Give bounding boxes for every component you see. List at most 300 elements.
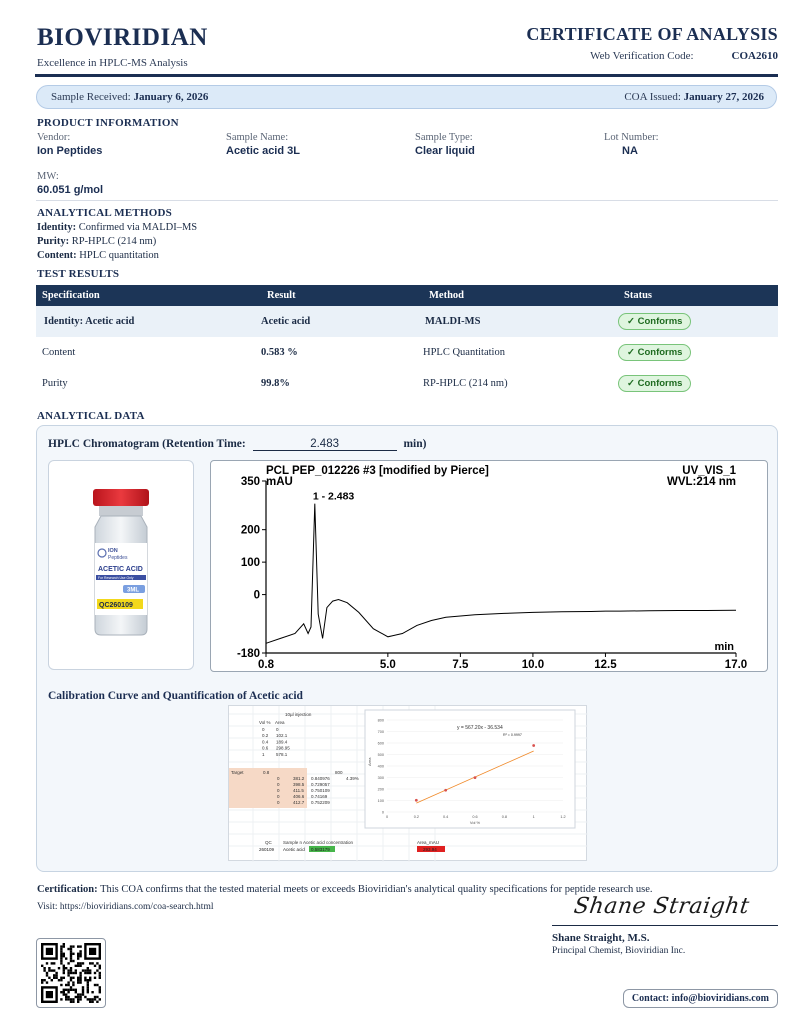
qr-module xyxy=(75,991,77,993)
qr-module xyxy=(63,972,65,974)
qr-module xyxy=(82,993,84,995)
qr-module xyxy=(53,962,55,964)
spec-cell: Identity: Acetic acid xyxy=(36,306,261,337)
data-point xyxy=(532,744,535,747)
qr-module xyxy=(72,998,74,1000)
qr-module xyxy=(84,996,86,998)
header-800: 800 xyxy=(335,770,343,775)
qr-module xyxy=(77,957,79,959)
analytical-data-heading: ANALYTICAL DATA xyxy=(37,410,145,422)
qr-module xyxy=(82,986,84,988)
qr-module xyxy=(77,981,79,983)
col-header: Specification xyxy=(36,285,261,306)
qr-module xyxy=(70,969,72,971)
qr-module xyxy=(72,972,74,974)
vial-photo xyxy=(48,460,194,670)
qr-module xyxy=(99,967,101,969)
regression-equation: y = 567.20x - 36.534 xyxy=(457,725,503,731)
qr-module xyxy=(65,996,67,998)
cell: 411.5 xyxy=(293,788,304,793)
qr-module xyxy=(89,1001,91,1003)
cell: 0 xyxy=(277,788,280,793)
calibration-heading: Calibration Curve and Quantification of Acetic acid xyxy=(48,690,303,702)
qr-module xyxy=(96,984,98,986)
qr-module xyxy=(48,967,50,969)
cell: 398.5 xyxy=(293,782,305,787)
cell: 0 xyxy=(277,782,280,787)
verification-code: COA2610 xyxy=(731,50,778,62)
x-tick-label: 0.8 xyxy=(258,659,274,671)
qr-module xyxy=(72,984,74,986)
cell: 1 xyxy=(262,751,265,757)
qr-module xyxy=(53,969,55,971)
qr-module xyxy=(53,977,55,979)
qr-module xyxy=(70,967,72,969)
data-point xyxy=(415,799,418,802)
qr-module xyxy=(75,969,77,971)
qr-module xyxy=(67,996,69,998)
qr-module xyxy=(77,1001,79,1003)
qr-module xyxy=(94,977,96,979)
qr-module xyxy=(70,957,72,959)
table-row xyxy=(36,368,778,399)
product-info-heading: PRODUCT INFORMATION xyxy=(37,117,179,129)
qr-module xyxy=(77,996,79,998)
qr-module xyxy=(63,965,65,967)
x-axis-title: Vol % xyxy=(469,820,481,825)
qr-module xyxy=(94,996,96,998)
qr-module xyxy=(70,948,72,950)
qr-module xyxy=(41,981,43,983)
qr-module xyxy=(87,969,89,971)
qr-module xyxy=(96,969,98,971)
qr-module xyxy=(63,977,65,979)
verification-url[interactable]: Visit: https://bioviridians.com/coa-search.html xyxy=(37,902,214,912)
qr-module xyxy=(70,945,72,947)
qr-module xyxy=(65,989,67,991)
received-date: Sample Received: January 6, 2026 xyxy=(51,91,209,103)
cell: 0.750109 xyxy=(311,788,330,793)
target-value: 0.8 xyxy=(263,770,270,775)
qr-module xyxy=(77,965,79,967)
signer-title: Principal Chemist, Bioviridian Inc. xyxy=(552,946,686,956)
test-results-heading: TEST RESULTS xyxy=(37,268,120,280)
svg-text:QC260109: QC260109 xyxy=(99,602,133,609)
cell: 0 xyxy=(262,727,265,732)
qc-cell: Acetic acid xyxy=(283,847,305,852)
qr-module xyxy=(70,998,72,1000)
qr-module xyxy=(67,948,69,950)
col-header: Result xyxy=(261,285,423,306)
qr-module xyxy=(99,998,101,1000)
qr-module xyxy=(99,986,101,988)
col-header: Method xyxy=(423,285,618,306)
qr-module xyxy=(67,969,69,971)
chromatogram-chart xyxy=(211,461,767,671)
qr-module xyxy=(70,950,72,952)
qr-module xyxy=(46,981,48,983)
cell: 0 xyxy=(276,727,279,732)
qr-module xyxy=(48,977,50,979)
y-tick-label: 800 xyxy=(377,718,384,723)
qr-module xyxy=(46,974,48,976)
y-tick-label: 400 xyxy=(377,764,384,769)
qr-module xyxy=(67,991,69,993)
qr-module xyxy=(41,979,43,981)
qr-finder xyxy=(46,948,53,955)
verification-line xyxy=(590,50,778,62)
qr-module xyxy=(70,986,72,988)
qr-module xyxy=(84,972,86,974)
chart-title: PCL PEP_012226 #3 [modified by Pierce] xyxy=(266,465,489,477)
r-squared: R² = 0.9997 xyxy=(503,733,522,737)
qr-module xyxy=(63,943,65,945)
qr-module xyxy=(72,977,74,979)
qr-module xyxy=(60,979,62,981)
cell: 0.74169 xyxy=(311,794,328,799)
qr-module xyxy=(94,965,96,967)
y-tick-label: 0 xyxy=(381,810,384,815)
certification-text: This COA confirms that the tested material meets or exceeds Bioviridian's analytical quality specifications for peptide research use. xyxy=(100,884,653,895)
qr-module xyxy=(79,974,81,976)
qr-module xyxy=(79,977,81,979)
x-tick-label: 0.4 xyxy=(443,815,449,819)
cell: 298.95 xyxy=(276,745,290,751)
qr-module xyxy=(82,991,84,993)
col-header: Vol % xyxy=(259,720,271,725)
cell: 102.1 xyxy=(276,733,288,739)
cell: 0.729057 xyxy=(311,782,330,787)
results-table xyxy=(36,285,778,399)
qr-module xyxy=(84,977,86,979)
x-axis-unit: min xyxy=(714,641,734,653)
cell: 381.2 xyxy=(293,776,305,781)
qr-module xyxy=(65,998,67,1000)
qr-module xyxy=(94,972,96,974)
qc-cell: 260109 xyxy=(259,847,275,852)
document-title: CERTIFICATE OF ANALYSIS xyxy=(526,24,778,44)
qr-module xyxy=(79,998,81,1000)
signature-line xyxy=(552,925,778,926)
qr-module xyxy=(63,991,65,993)
qr-module xyxy=(79,996,81,998)
qr-module xyxy=(99,977,101,979)
result-cell: Acetic acid xyxy=(261,306,423,337)
qr-module xyxy=(72,1001,74,1003)
qr-module xyxy=(63,953,65,955)
y-tick-label: 100 xyxy=(240,557,260,570)
qr-module xyxy=(70,979,72,981)
cell: 0.840976 xyxy=(311,776,330,781)
qr-module xyxy=(46,972,48,974)
x-tick-label: 7.5 xyxy=(452,659,469,671)
qr-module xyxy=(72,960,74,962)
qc-cell: 293.94 xyxy=(423,847,437,852)
qr-module xyxy=(96,962,98,964)
qr-module xyxy=(79,965,81,967)
qr-module xyxy=(84,969,86,971)
sample-name-label: Sample Name: xyxy=(226,132,289,143)
y-tick-label: -180 xyxy=(236,648,260,660)
qr-module xyxy=(91,991,93,993)
x-tick-label: 0 xyxy=(385,815,389,819)
qc-label: QC xyxy=(265,840,272,845)
vendor-label: Vendor: xyxy=(37,132,71,143)
y-tick-label: 350 xyxy=(240,476,260,488)
qr-module xyxy=(58,967,60,969)
y-tick-label: 100 xyxy=(377,799,384,803)
qc-label: Sample n Acetic acid concentration xyxy=(283,840,354,845)
qr-module xyxy=(63,967,65,969)
qr-module xyxy=(75,965,77,967)
x-tick-label: 5.0 xyxy=(379,659,396,671)
peak-label: 1 - 2.483 xyxy=(312,490,355,503)
qr-module xyxy=(96,996,98,998)
mw-value: 60.051 g/mol xyxy=(37,184,104,196)
wavelength-label: WVL:214 nm xyxy=(666,476,736,488)
table-title: 10µl injection xyxy=(285,712,312,717)
conforms-badge: ✓ Conforms xyxy=(618,344,691,361)
method-cell: MALDI-MS xyxy=(423,306,618,337)
qr-module xyxy=(60,945,62,947)
data-point xyxy=(444,789,447,792)
qr-module xyxy=(89,972,91,974)
qr-module xyxy=(77,977,79,979)
qr-module xyxy=(70,960,72,962)
x-tick-label: 0.6 xyxy=(472,815,478,819)
qr-module xyxy=(60,948,62,950)
qr-module xyxy=(60,957,62,959)
qr-module xyxy=(67,989,69,991)
chromatogram-heading: HPLC Chromatogram (Retention Time: 2.483 min) xyxy=(48,438,427,450)
cell: 578.1 xyxy=(276,751,288,757)
cell: 0.4 xyxy=(262,739,269,745)
x-tick-label: 0.8 xyxy=(501,815,507,819)
qr-module xyxy=(87,986,89,988)
vendor-value: Ion Peptides xyxy=(37,145,103,157)
qr-module xyxy=(70,972,72,974)
qr-module xyxy=(72,953,74,955)
qr-module xyxy=(70,989,72,991)
purity-method: Purity: RP-HPLC (214 nm) xyxy=(37,236,157,247)
qr-module xyxy=(79,962,81,964)
x-tick-label: 10.0 xyxy=(521,659,545,671)
qr-module xyxy=(87,979,89,981)
y-axis-unit: mAU xyxy=(266,476,293,488)
qr-module xyxy=(99,965,101,967)
qr-module xyxy=(43,969,45,971)
spec-cell: Content xyxy=(42,347,76,358)
svg-text:ION: ION xyxy=(108,548,118,554)
cell: 0 xyxy=(277,800,280,805)
qr-module xyxy=(87,998,89,1000)
qr-module xyxy=(87,991,89,993)
identity-method: Identity: Confirmed via MALDI–MS xyxy=(37,222,198,233)
vial-illustration xyxy=(49,461,195,671)
qr-module xyxy=(84,979,86,981)
qr-module xyxy=(87,989,89,991)
qr-module xyxy=(91,1001,93,1003)
qr-module xyxy=(79,950,81,952)
qr-module xyxy=(60,962,62,964)
qr-module xyxy=(77,993,79,995)
methods-heading: ANALYTICAL METHODS xyxy=(37,207,172,219)
qr-module xyxy=(82,989,84,991)
qr-module xyxy=(75,996,77,998)
qr-module xyxy=(67,962,69,964)
qr-module xyxy=(55,977,57,979)
sample-type-label: Sample Type: xyxy=(415,132,473,143)
qr-module xyxy=(70,977,72,979)
pct-note: 4.39% xyxy=(346,776,359,781)
cell: 0.6 xyxy=(262,745,269,751)
signer-name: Shane Straight, M.S. xyxy=(552,932,650,944)
cell: 0 xyxy=(277,794,280,799)
qr-module xyxy=(65,957,67,959)
channel-label: UV_VIS_1 xyxy=(682,465,736,477)
chromatogram-trace xyxy=(266,504,736,644)
qr-module xyxy=(63,945,65,947)
content-method: Content: HPLC quantitation xyxy=(37,250,159,261)
dates-bar xyxy=(36,85,777,109)
signature: Shane Straight xyxy=(572,894,751,919)
qr-module xyxy=(79,955,81,957)
qr-module xyxy=(99,989,101,991)
contact-email[interactable]: Contact: info@bioviridians.com xyxy=(623,989,778,1008)
qr-module xyxy=(63,969,65,971)
qr-module xyxy=(89,979,91,981)
cell: 406.6 xyxy=(293,794,305,799)
qr-module xyxy=(60,953,62,955)
col-header: Area xyxy=(275,720,285,725)
qr-module xyxy=(99,974,101,976)
qr-module xyxy=(67,984,69,986)
sample-name-value: Acetic acid 3L xyxy=(226,145,300,157)
svg-text:For Research Use Only: For Research Use Only xyxy=(98,576,134,580)
qr-module xyxy=(82,962,84,964)
qr-module xyxy=(51,969,53,971)
qr-module xyxy=(77,953,79,955)
cell: 189.4 xyxy=(276,739,288,745)
y-tick-label: 200 xyxy=(240,524,260,537)
y-tick-label: 200 xyxy=(377,787,384,792)
svg-text:3ML: 3ML xyxy=(127,587,139,594)
calibration-sheet-drawing xyxy=(229,706,588,862)
qr-module xyxy=(51,962,53,964)
col-header: Status xyxy=(618,285,778,306)
mw-label: MW: xyxy=(37,171,59,182)
x-tick-label: 0.2 xyxy=(413,815,419,819)
lot-label: Lot Number: xyxy=(604,132,659,143)
qr-module xyxy=(94,984,96,986)
x-tick-label: 17.0 xyxy=(724,659,748,671)
sample-type-value: Clear liquid xyxy=(415,145,475,157)
y-tick-label: 500 xyxy=(377,753,384,757)
qr-module xyxy=(41,965,43,967)
qr-module xyxy=(72,945,74,947)
divider xyxy=(36,200,778,201)
lot-value: NA xyxy=(622,145,638,157)
qr-module xyxy=(53,974,55,976)
qr-module xyxy=(99,972,101,974)
qr-module xyxy=(77,945,79,947)
qr-module xyxy=(67,974,69,976)
y-axis-title: Area xyxy=(367,757,372,766)
qr-module xyxy=(67,981,69,983)
qr-module xyxy=(77,955,79,957)
retention-time-value: 2.483 xyxy=(253,438,397,451)
qr-module xyxy=(60,984,62,986)
qr-module xyxy=(70,953,72,955)
y-tick-label: 600 xyxy=(377,741,384,746)
cell: 412.7 xyxy=(293,800,305,805)
qr-module xyxy=(43,967,45,969)
qr-module xyxy=(87,967,89,969)
qr-module xyxy=(70,1001,72,1003)
target-label: Target xyxy=(231,770,244,775)
verification-label: Web Verification Code: xyxy=(590,50,694,62)
qr-module xyxy=(77,998,79,1000)
qr-module xyxy=(79,972,81,974)
qr-module xyxy=(63,993,65,995)
qr-module xyxy=(87,981,89,983)
certification-label: Certification: xyxy=(37,884,98,895)
qr-module xyxy=(82,969,84,971)
qc-label: Area_mAU xyxy=(417,840,440,845)
table-row xyxy=(36,337,778,368)
qr-module xyxy=(65,967,67,969)
qr-module xyxy=(60,960,62,962)
qc-cell: 0.583179 xyxy=(311,847,330,852)
qr-module xyxy=(89,969,91,971)
qr-module xyxy=(63,955,65,957)
issued-date: COA Issued: January 27, 2026 xyxy=(624,91,764,103)
qr-module xyxy=(87,972,89,974)
qr-module xyxy=(51,979,53,981)
qr-module xyxy=(48,969,50,971)
qr-module xyxy=(75,989,77,991)
qr-module xyxy=(60,977,62,979)
result-cell: 0.583 % xyxy=(261,347,298,358)
qr-module xyxy=(94,998,96,1000)
qr-module xyxy=(87,984,89,986)
y-tick-label: 700 xyxy=(377,730,384,734)
qr-module xyxy=(75,972,77,974)
qr-module xyxy=(91,962,93,964)
method-cell: HPLC Quantitation xyxy=(423,347,505,358)
qr-module xyxy=(60,991,62,993)
qr-finder xyxy=(46,991,53,998)
result-cell: 99.8% xyxy=(261,378,290,389)
y-tick-label: 300 xyxy=(377,776,384,780)
qr-module xyxy=(58,979,60,981)
qr-code xyxy=(36,938,106,1008)
qr-module xyxy=(79,953,81,955)
x-tick-label: 1.2 xyxy=(560,815,566,819)
qr-module xyxy=(46,962,48,964)
svg-text:ACETIC ACID: ACETIC ACID xyxy=(98,566,143,573)
qr-module xyxy=(67,972,69,974)
qr-module xyxy=(89,998,91,1000)
x-tick-label: 1 xyxy=(532,815,535,819)
spec-cell: Purity xyxy=(42,378,68,389)
qr-module xyxy=(89,977,91,979)
qr-module xyxy=(60,950,62,952)
cell: 0 xyxy=(277,776,280,781)
qr-module xyxy=(63,989,65,991)
conforms-badge: ✓ Conforms xyxy=(618,313,691,330)
qr-module xyxy=(65,984,67,986)
